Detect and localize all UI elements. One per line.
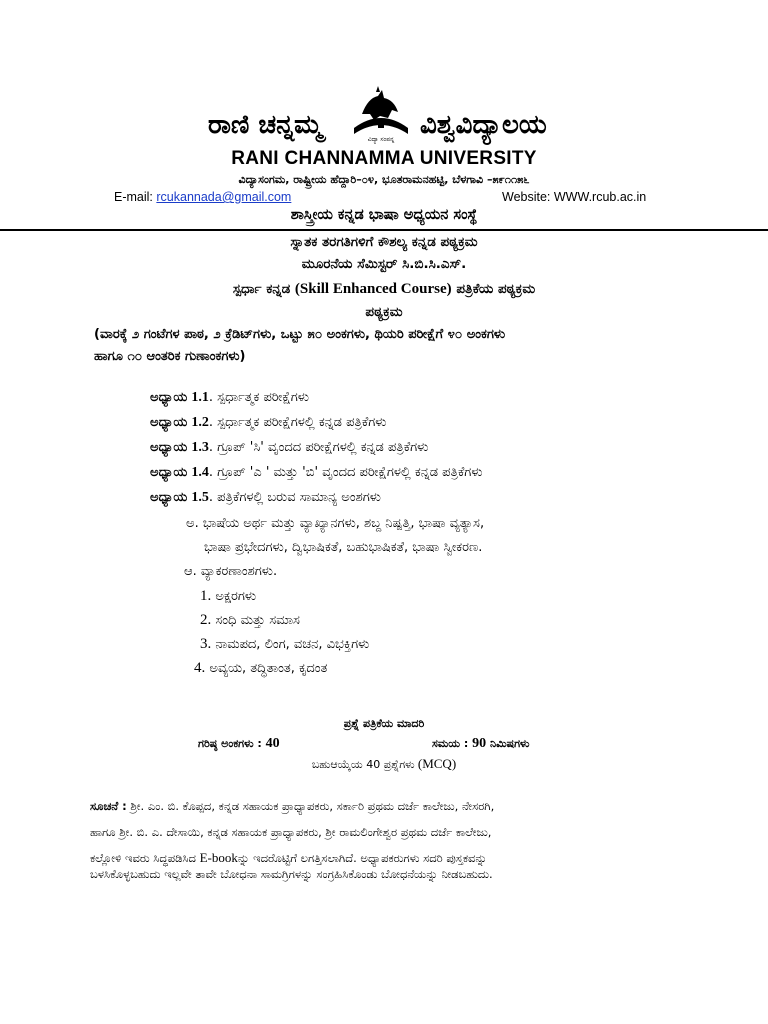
duration-value: 90	[472, 736, 487, 751]
exam-duration	[432, 736, 530, 752]
list-item-text: ನಾಮಪದ, ಲಿಂಗ, ವಚನ, ವಿಭಕ್ತಿಗಳು	[215, 637, 370, 652]
list-item-number: 3.	[200, 636, 212, 652]
section-a-line-1: ಅ. ಭಾಷೆಯ ಅರ್ಥ ಮತ್ತು ವ್ಯಾಖ್ಯಾನಗಳು, ಶಬ್ದ ನಿಷ್ಪತ್ತಿ, ಭಾಷಾ ವ್ಯತ್ಯಾಸ,	[186, 516, 485, 531]
university-logo	[348, 84, 414, 150]
list-item-number: 4.	[194, 660, 206, 676]
logo-caption: ವಿದ್ಯಾ ಸಂಪನ್ನ	[367, 136, 395, 143]
course-line-2: ಮೂರನೆಯ ಸೆಮಿಸ್ಟರ್ ಸಿ.ಬಿ.ಸಿ.ಎಸ್.	[301, 256, 467, 272]
course-title-kannada-suffix: ಪತ್ರಿಕೆಯ ಪಠ್ಯಕ್ರಮ	[456, 281, 536, 297]
chapter-item	[150, 415, 386, 431]
note-text: ಶ್ರೀ. ಎಂ. ಬಿ. ಕೊಪ್ಪದ, ಕನ್ನಡ ಸಹಾಯಕ ಪ್ರಾಧ್ಯಾಪಕರು, ಸರ್ಕಾರಿ ಪ್ರಥಮ ದರ್ಜೆ ಕಾಲೇಜು, ನೇಸರಗಿ,	[126, 799, 495, 813]
chapter-title: . ಗ್ರೂಪ್ 'ಎ ' ಮತ್ತು 'ಬಿ' ವೃಂದದ ಪರೀಕ್ಷೆಗಳಲ್ಲಿ ಕನ್ನಡ ಪತ್ರಿಕೆಗಳು	[208, 465, 483, 480]
list-item	[200, 612, 300, 629]
note-label: ಸೂಚನೆ :	[90, 799, 127, 813]
duration-unit: ನಿಮಿಷಗಳು	[486, 737, 530, 750]
list-item-text: ಅವ್ಯಯ, ತದ್ಧಿತಾಂತ, ಕೃದಂತ	[209, 661, 328, 676]
chapter-label: ಅಧ್ಯಾಯ	[150, 390, 188, 405]
university-name-kannada-part2: ವಿಶ್ವವಿದ್ಯಾಲಯ	[420, 110, 547, 140]
contact-email	[114, 190, 291, 204]
list-item-text: ಅಕ್ಷರಗಳು	[215, 589, 257, 604]
chapter-item	[150, 490, 381, 506]
section-a-line-2: ಭಾಷಾ ಪ್ರಭೇದಗಳು, ದ್ವಿಭಾಷಿಕತೆ, ಬಹುಭಾಷಿಕತೆ, ಭಾಷಾ ಸ್ವೀಕರಣ.	[204, 540, 483, 555]
course-details-line-2: ಹಾಗೂ ೧೦ ಆಂತರಿಕ ಗುಣಾಂಕಗಳು)	[94, 349, 246, 364]
chapter-label: ಅಧ್ಯಾಯ	[150, 440, 188, 455]
chapter-item	[150, 440, 428, 456]
list-item	[200, 588, 256, 605]
question-count: ಬಹುಆಯ್ಕೆಯ 40 ಪ್ರಶ್ನೆಗಳು	[311, 758, 415, 771]
chapter-number: 1.5	[191, 490, 209, 505]
course-details-line-1: (ವಾರಕ್ಕೆ ೨ ಗಂಟೆಗಳ ಪಾಠ, ೨ ಕ್ರೆಡಿಟ್‌ಗಳು, ಒಟ್ಟು ೫೦ ಅಂಕಗಳು, ಥಿಯರಿ ಪರೀಕ್ಷೆಗೆ ೪೦ ಅಂಕಗಳು	[94, 327, 506, 342]
university-address: ವಿದ್ಯಾಸಂಗಮ, ರಾಷ್ಟ್ರೀಯ ಹೆದ್ದಾರಿ–೦೪, ಭೂತರಾಮನಹಟ್ಟಿ, ಬೆಳಗಾವಿ –೫೯೧೧೫೬	[238, 173, 530, 186]
note-text: ಕಲ್ಲೋಳಿ ಇವರು ಸಿದ್ಧಪಡಿಸಿದ	[90, 851, 200, 865]
contact-website: Website: WWW.rcub.ac.in	[502, 190, 647, 204]
chapter-label: ಅಧ್ಯಾಯ	[150, 490, 188, 505]
syllabus-heading: ಪಠ್ಯಕ್ರಮ	[365, 304, 403, 320]
question-format	[0, 756, 768, 772]
chapter-number: 1.4	[191, 465, 209, 480]
chapter-item	[150, 465, 483, 481]
chapter-label: ಅಧ್ಯಾಯ	[150, 465, 188, 480]
max-marks	[198, 736, 280, 752]
chapter-number: 1.1	[191, 390, 209, 405]
mcq-label: (MCQ)	[414, 756, 457, 771]
list-item-text: ಸಂಧಿ ಮತ್ತು ಸಮಾಸ	[215, 613, 300, 628]
chapter-number: 1.3	[191, 440, 209, 455]
university-name-english: RANI CHANNAMMA UNIVERSITY	[231, 148, 537, 169]
list-item	[194, 660, 327, 677]
header-divider	[0, 229, 768, 231]
chapter-number: 1.2	[191, 415, 209, 430]
note-line-4: ಬಳಸಿಕೊಳ್ಳಬಹುದು ಇಲ್ಲವೇ ತಾವೇ ಬೋಧನಾ ಸಾಮಗ್ರಿಗಳನ್ನು ಸಂಗ್ರಹಿಸಿಕೊಂಡು ಬೋಧನೆಯನ್ನು ನೀಡಬಹುದು.	[90, 867, 493, 881]
university-name-kannada-part1: ರಾಣಿ ಚನ್ನಮ್ಮ	[208, 110, 323, 140]
ebook-text: E-book	[199, 850, 238, 865]
note-text: ನ್ನು ಇದರೊಟ್ಟಿಗೆ ಲಗತ್ತಿಸಲಾಗಿದೆ. ಅಧ್ಯಾಪಕರುಗಳು ಸದರಿ ಪುಸ್ತಕವನ್ನು	[237, 851, 488, 865]
course-title-kannada: ಸ್ಪರ್ಧಾ ಕನ್ನಡ	[232, 281, 291, 297]
max-marks-label: ಗರಿಷ್ಠ ಅಂಕಗಳು :	[198, 737, 266, 750]
chapter-label: ಅಧ್ಯಾಯ	[150, 415, 188, 430]
course-title-english: (Skill Enhanced Course)	[294, 281, 452, 297]
list-item-number: 2.	[200, 612, 212, 628]
duration-label: ಸಮಯ :	[432, 737, 473, 750]
chapter-title: . ಗ್ರೂಪ್ 'ಸಿ' ವೃಂದದ ಪರೀಕ್ಷೆಗಳಲ್ಲಿ ಕನ್ನಡ ಪತ್ರಿಕೆಗಳು	[208, 440, 429, 455]
note-line-1	[90, 796, 494, 817]
email-link[interactable]: rcukannada@gmail.com	[156, 190, 292, 204]
exam-pattern-heading: ಪ್ರಶ್ನೆ ಪತ್ರಿಕೆಯ ಮಾದರಿ	[343, 717, 425, 730]
note-line-2: ಹಾಗೂ ಶ್ರೀ. ಬಿ. ಎ. ದೇಸಾಯಿ, ಕನ್ನಡ ಸಹಾಯಕ ಪ್ರಾಧ್ಯಾಪಕರು, ಶ್ರೀ ರಾಮಲಿಂಗೇಶ್ವರ ಪ್ರಥಮ ದರ್ಜೆ ಕಾಲೇಜು,	[90, 825, 492, 839]
chapter-title: . ಪತ್ರಿಕೆಗಳಲ್ಲಿ ಬರುವ ಸಾಮಾನ್ಯ ಅಂಶಗಳು	[208, 490, 381, 505]
institute-name: ಶಾಸ್ತ್ರೀಯ ಕನ್ನಡ ಭಾಷಾ ಅಧ್ಯಯನ ಸಂಸ್ಥೆ	[290, 207, 478, 223]
chapter-title: . ಸ್ಪರ್ಧಾತ್ಮಕ ಪರೀಕ್ಷೆಗಳು	[208, 390, 310, 405]
chapter-title: . ಸ್ಪರ್ಧಾತ್ಮಕ ಪರೀಕ್ಷೆಗಳಲ್ಲಿ ಕನ್ನಡ ಪತ್ರಿಕೆಗಳು	[208, 415, 387, 430]
chapter-item	[150, 390, 309, 406]
list-item-number: 1.	[200, 588, 212, 604]
section-aa-heading: ಆ. ವ್ಯಾಕರಣಾಂಶಗಳು.	[184, 564, 278, 579]
list-item	[200, 636, 369, 653]
course-line-1: ಸ್ನಾತಕ ತರಗತಿಗಳಿಗೆ ಕೌಶಲ್ಯ ಕನ್ನಡ ಪಠ್ಯಕ್ರಮ	[290, 234, 478, 250]
course-line-3	[0, 281, 768, 298]
email-label: E-mail:	[114, 190, 157, 204]
max-marks-value: 40	[265, 736, 280, 751]
